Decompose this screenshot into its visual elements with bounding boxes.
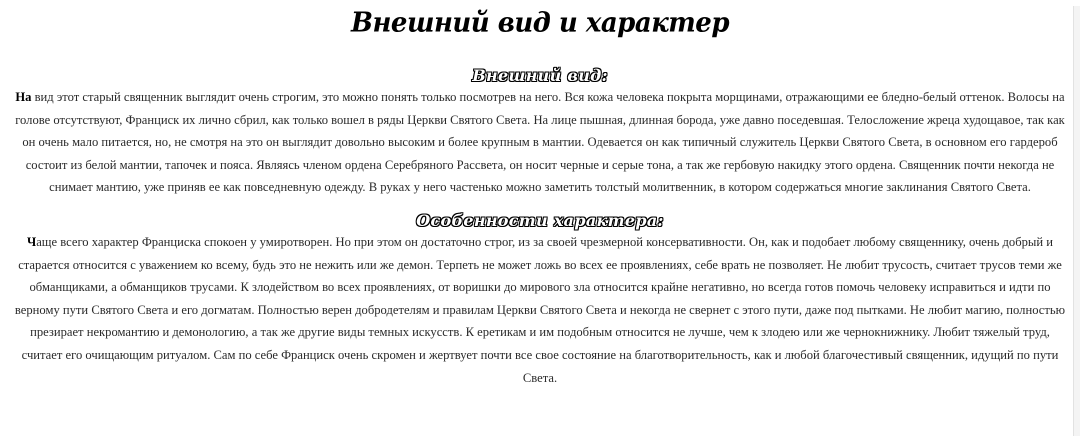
character-heading: Особенности характера:	[416, 210, 664, 230]
character-paragraph	[14, 231, 1066, 389]
appearance-paragraph	[14, 86, 1066, 199]
appearance-heading: Внешний вид:	[472, 66, 608, 85]
character-first-letter: Ч	[26, 234, 37, 249]
page-title: Внешний вид и характер	[350, 7, 730, 39]
appearance-text: вид этот старый священник выглядит очень строгим, это можно понять только посмотрев на него. Вся кожа человека покрыта морщинами, отражающими ее бледно-белый оттенок. Волосы на голове отсутствуют, Франциск их лично сбрил, как только вошел в ряды Церкви Святого Света. На лице пышная, длинная борода, уже давно поседевшая. Телосложение жреца худощавое, так как он очень мало питается, но, не смотря на это он выглядит довольно высоким и более крупным в мантии. Одевается он как типичный служитель Церкви Святого Света, в основном его гардероб состоит из белой мантии, тапочек и пояса. Являясь членом ордена Серебряного Рассвета, он носит черные и серые тона, а так же гербовую накидку этого ордена. Священник почти некогда не снимает мантию, уже приняв ее как повседневную одежду. В руках у него частенько можно заметить толстый молитвенник, в котором содержаться многие заклинания Святого Света.	[15, 90, 1065, 195]
character-text: аще всего характер Франциска спокоен у умиротворен. Но при этом он достаточно строг, из за своей чрезмерной консервативности. Он, как и подобает любому священнику, очень добрый и старается относится с уважением ко всему, будь это не нежить или же демон. Терпеть не может ложь во всех ее проявлениях, себе врать не позволяет. Не любит трусость, считает трусов теми же обманщиками, а обманщиков трусами. К злодейством во всех проявлениях, от воришки до мирового зла относится крайне негативно, но всегда готов помочь человеку исправиться и идти по верному пути Святого Света и его догматам. Полностью верен добродетелям и правилам Церкви Святого Света и некогда не свернет с этого пути, даже под пытками. Не любит магию, полностью презирает некромантию и демонологию, а так же другие виды темных искусств. К еретикам и им подобным относится не лучше, чем к злодею или же чернокнижнику. Любит тяжелый труд, считает его очищающим ритуалом. Сам по себе Франциск очень скромен и жертвует почти все свое состояние на благотворительность, как и любой благочестивый священник, идущий по пути Света.	[14, 234, 1066, 385]
article-page	[0, 6, 1080, 436]
appearance-first-letter: На	[15, 90, 32, 104]
scrollbar[interactable]	[1073, 6, 1080, 436]
